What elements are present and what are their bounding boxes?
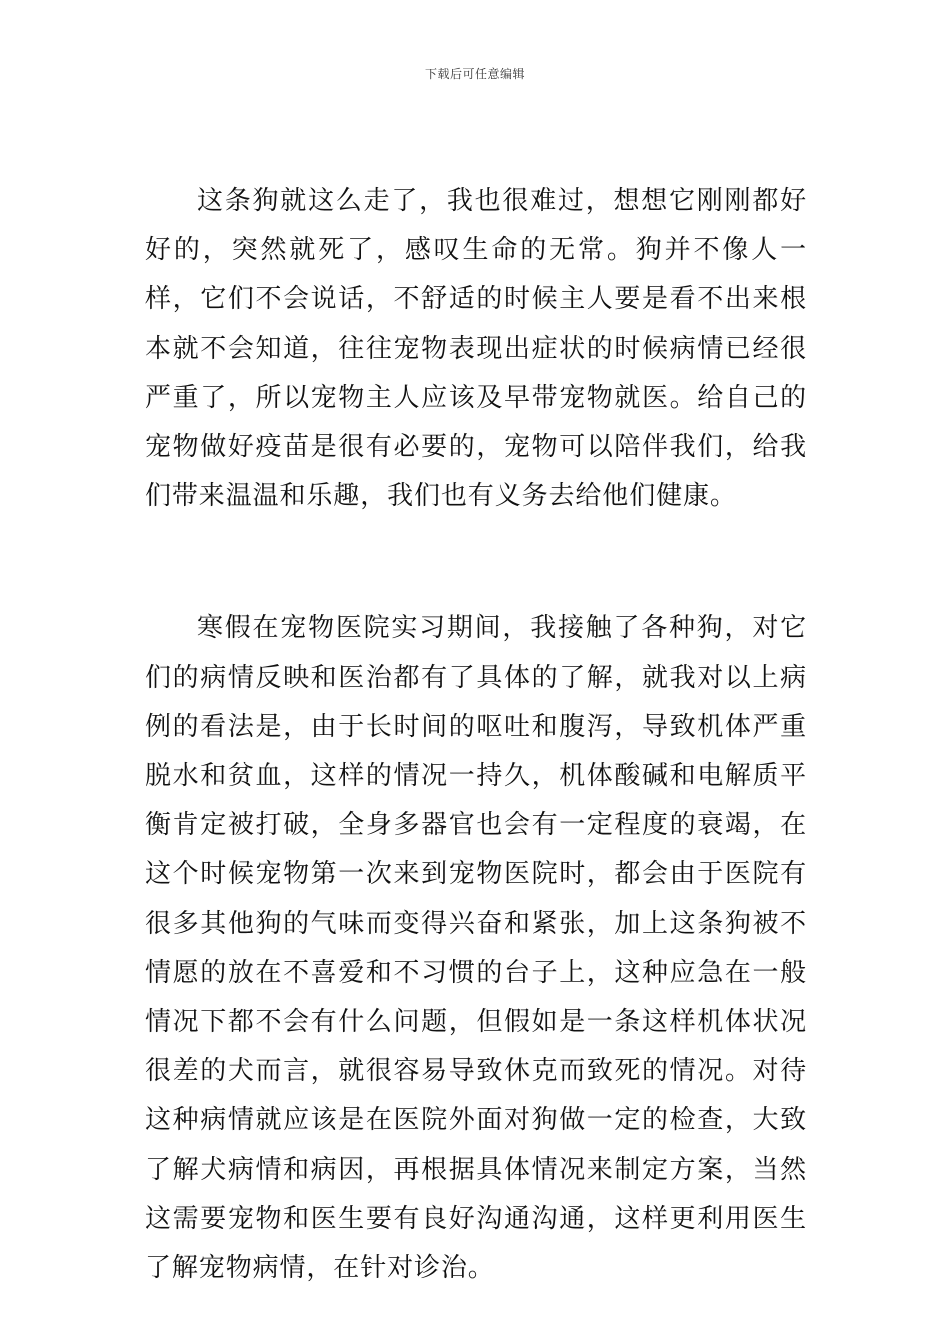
page-header: 下载后可任意编辑 (424, 67, 525, 81)
paragraph-1: 这条狗就这么走了，我也很难过，想想它刚刚都好好的，突然就死了，感叹生命的无常。狗并不像人一样，它们不会说话，不舒适的时候主人要是看不出来根本就不会知道，往往宠物表现出症状的时候病情已经很严重了，所以宠物主人应该及早带宠物就医。给自己的宠物做好疫苗是很有必要的，宠物可以陪伴我们，给我们带来温温和乐趣，我们也有义务去给他们健康。 (145, 186, 807, 512)
document-body (145, 177, 807, 1293)
paragraph-2: 寒假在宠物医院实习期间，我接触了各种狗，对它们的病情反映和医治都有了具体的了解，就我对以上病例的看法是，由于长时间的呕吐和腹泻，导致机体严重脱水和贫血，这样的情况一持久，机体酸碱和电解质平衡肯定被打破，全身多器官也会有一定程度的衰竭，在这个时候宠物第一次来到宠物医院时，都会由于医院有很多其他狗的气味而变得兴奋和紧张，加上这条狗被不情愿的放在不喜爱和不习惯的台子上，这种应急在一般情况下都不会有什么问题，但假如是一条这样机体状况很差的犬而言，就很容易导致休克而致死的情况。对待这种病情就应该是在医院外面对狗做一定的检查，大致了解犬病情和病因，再根据具体情况来制定方案，当然这需要宠物和医生要有良好沟通沟通，这样更利用医生了解宠物病情，在针对诊治。 (145, 613, 807, 1284)
paragraph-spacer (145, 521, 807, 604)
